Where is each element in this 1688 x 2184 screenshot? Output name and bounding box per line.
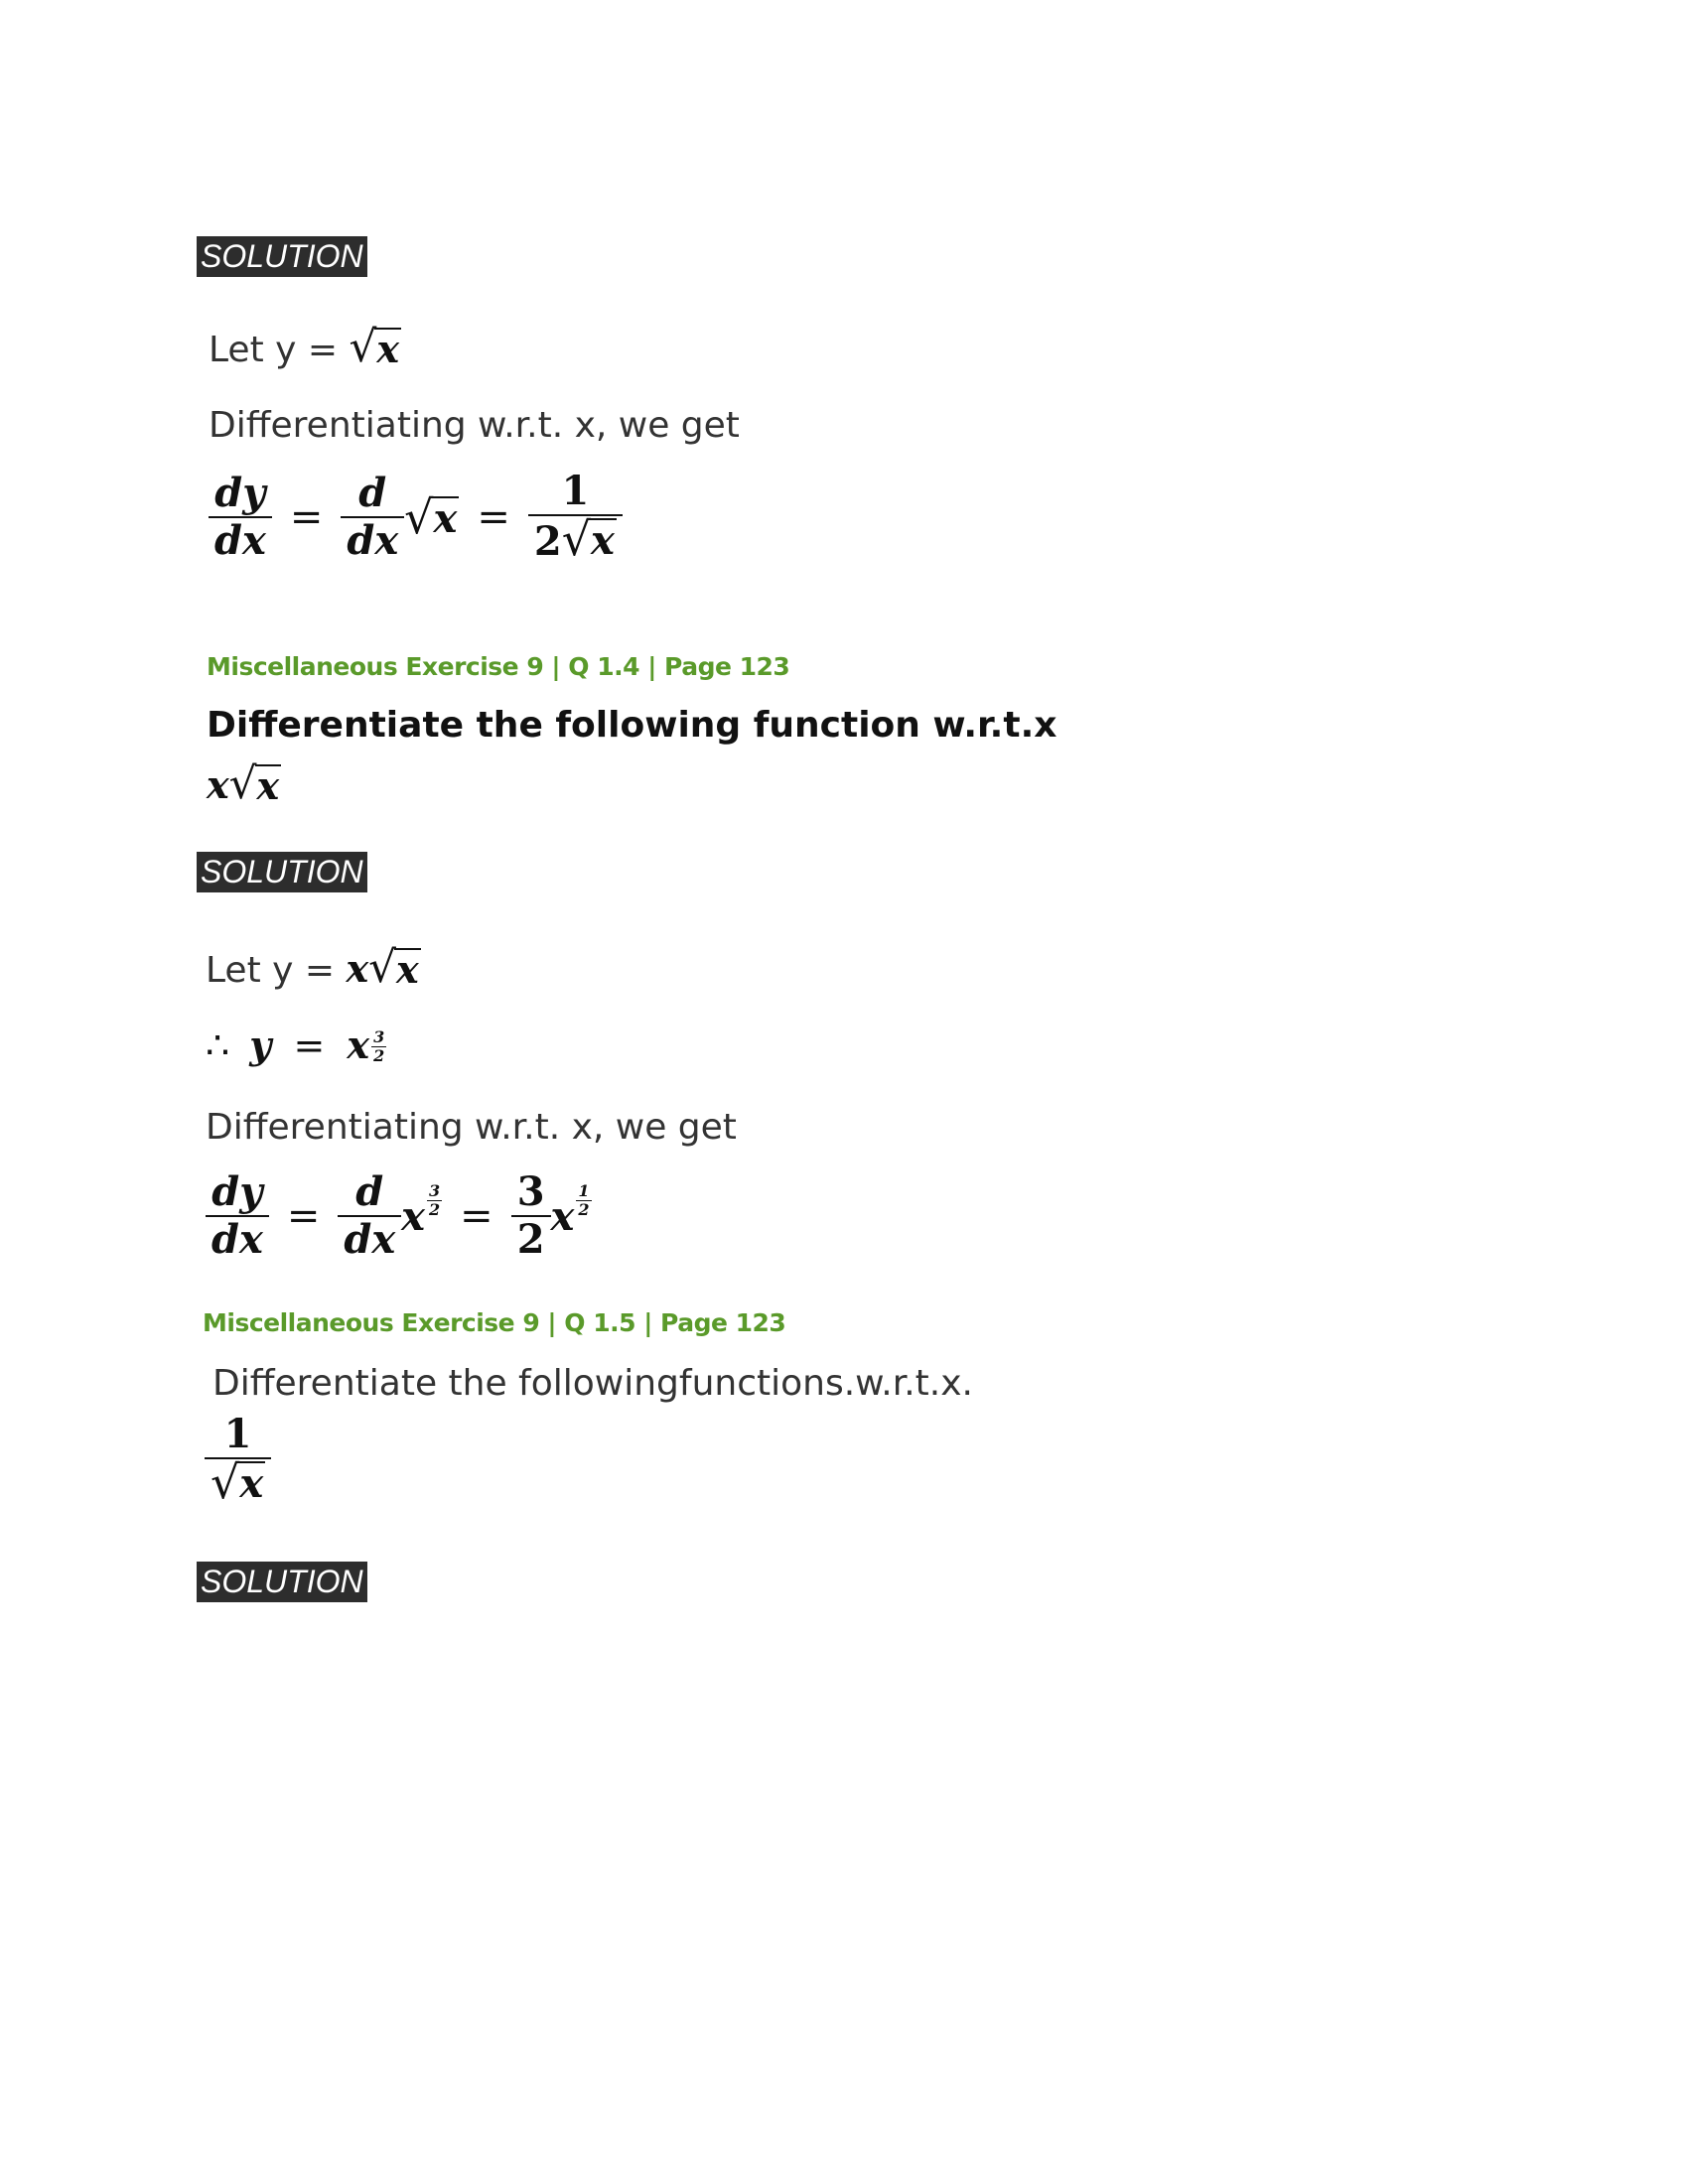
coefficient-3-2: $\frac{3}{2}$ [511,1169,551,1263]
derivative-equation-1: $\frac{dy}{dx}$ = $\frac{d}{dx}$ √ x = 1 2 √ x [209,469,623,565]
result-fraction: 1 2 √ x [528,469,623,565]
let-statement-1 [209,322,401,372]
question-expression-q1-5: 1 √ x [205,1412,271,1508]
question-meta-q1-4[interactable]: Miscellaneous Exercise 9 | Q 1.4 | Page 123 [207,652,790,681]
sqrt-x: √ x [349,322,399,372]
question-prompt-q1-4: Differentiate the following function w.r.t.x [207,705,1057,746]
diff-text-1: Differentiating w.r.t. x, we get [209,405,740,446]
dy-dx-fraction: $\frac{dy}{dx}$ [209,471,272,564]
exponent-1-2: $\frac{1}{2}$ [578,1180,590,1219]
solution-badge-1: SOLUTION [197,236,367,277]
question-meta-q1-5[interactable]: Miscellaneous Exercise 9 | Q 1.5 | Page 123 [203,1308,786,1337]
let-prefix: Let y = [209,330,350,370]
let-statement-2: Let y = x √ x [206,942,419,993]
d-dx-operator: $\frac{d}{dx}$ [338,1169,401,1263]
d-dx-operator: $\frac{d}{dx}$ [341,471,404,564]
dy-dx-fraction: $\frac{dy}{dx}$ [206,1169,269,1263]
question-prompt-q1-5: Differentiate the followingfunctions.w.r.t.x. [212,1363,973,1404]
exponent-3-2: $\frac{3}{2}$ [373,1027,385,1065]
derivative-equation-2: $\frac{dy}{dx}$ = $\frac{d}{dx}$ x $\frac{3}{2}$ = $\frac{3}{2}$ x $\frac{1}{2}$ [206,1169,592,1263]
let-prefix: Let y = [206,950,347,991]
solution-badge-3: SOLUTION [197,1562,367,1602]
diff-text-2: Differentiating w.r.t. x, we get [206,1107,737,1148]
question-expression-q1-4: x √ x [207,758,280,809]
solution-badge-2: SOLUTION [197,852,367,892]
therefore-statement: ∴ y = x $\frac{3}{2}$ [206,1023,385,1067]
sqrt-x: √ x [404,489,458,544]
